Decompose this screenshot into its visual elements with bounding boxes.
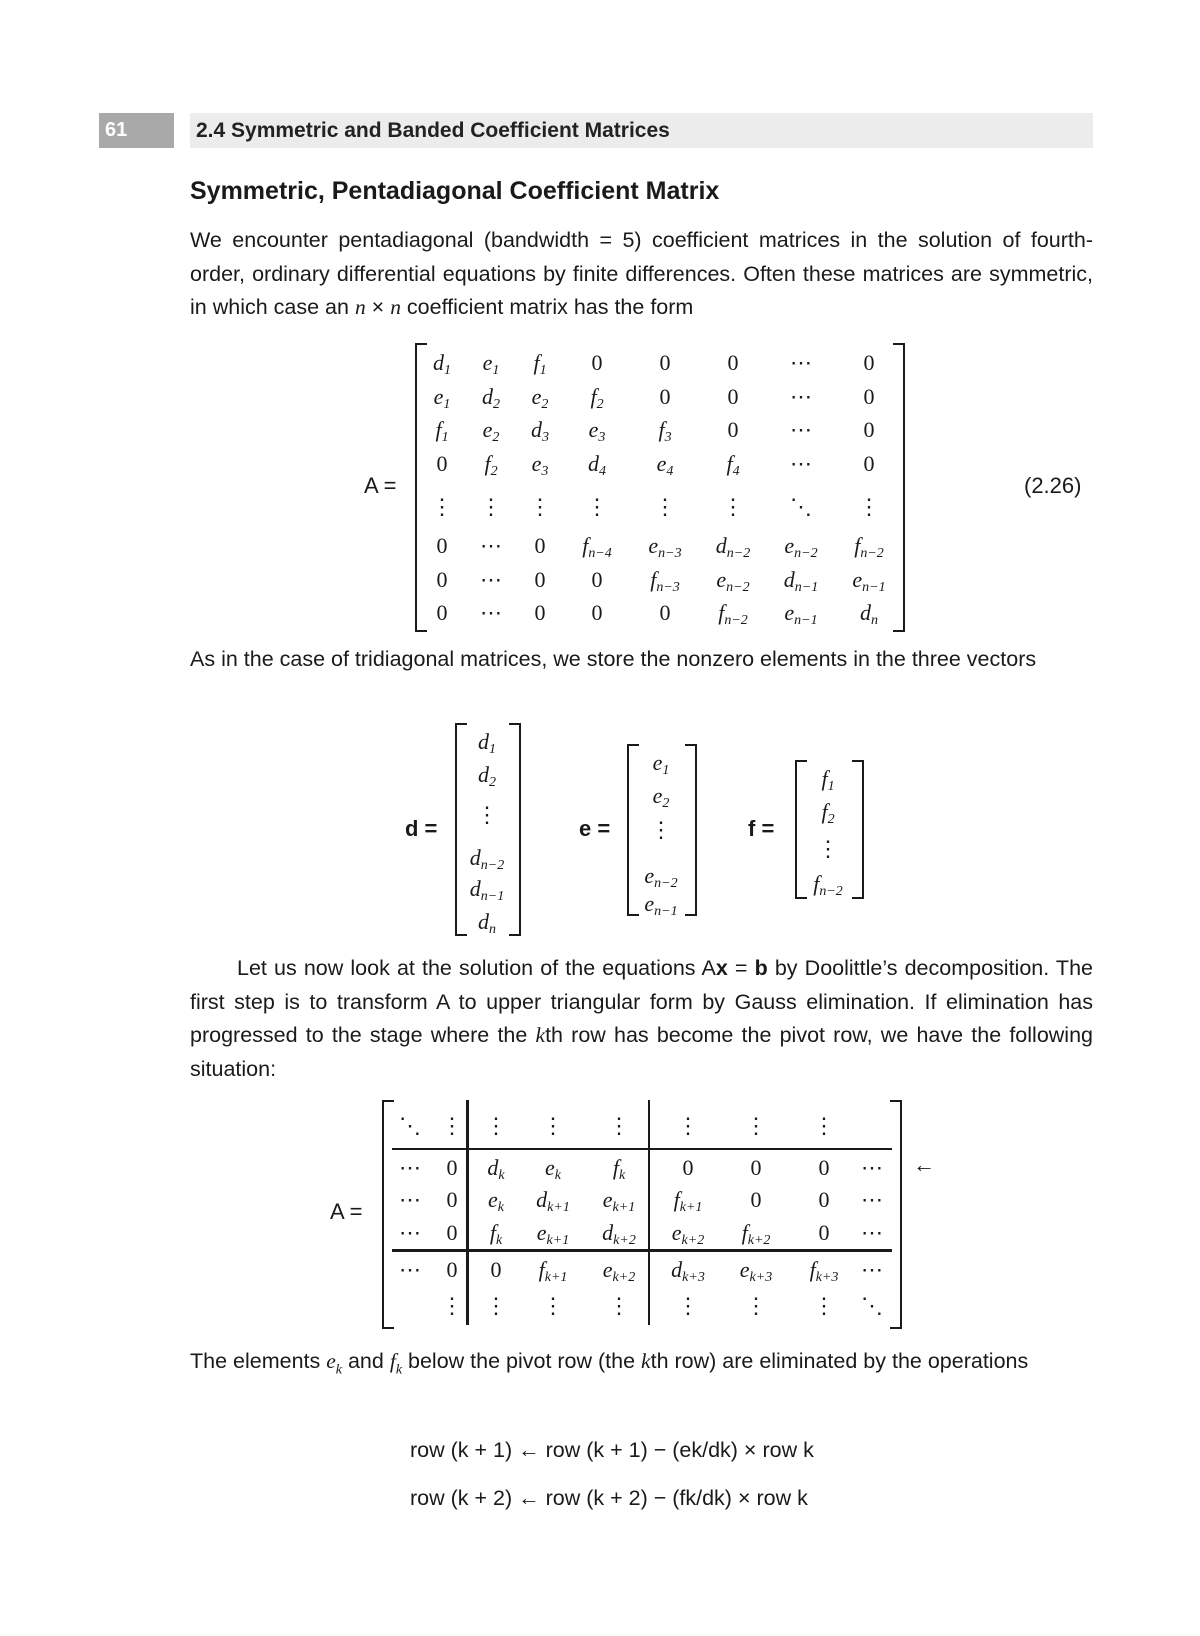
matrix-entry: 0 xyxy=(436,451,448,476)
matrix-entry: ⋯ xyxy=(790,350,812,375)
elim-matrix-entry-subscript: k+3 xyxy=(815,1270,839,1285)
vector-e-left-bracket xyxy=(627,744,639,916)
elim-matrix-entry-subscript: k xyxy=(498,1168,505,1183)
matrix-entry: ⋮ xyxy=(722,494,744,519)
fk-base: f xyxy=(389,1349,396,1373)
para1-times: × xyxy=(365,295,391,319)
matrix-entry: $e_{n-1}$ xyxy=(784,600,818,628)
matrix-entry-subscript: n−2 xyxy=(726,580,750,595)
matrix-a-lhs: A = xyxy=(364,473,397,498)
matrix-entry-subscript: n−2 xyxy=(860,546,884,561)
matrix-entry: 0 xyxy=(534,567,546,592)
elim-matrix-entry: 0 xyxy=(750,1155,762,1180)
para1-n2: n xyxy=(390,295,401,319)
partition-line-right xyxy=(648,1100,650,1325)
vector-f-entry-subscript: n−2 xyxy=(819,884,843,899)
matrix-entry-subscript: n−1 xyxy=(794,613,818,628)
matrix-entry: ⋯ xyxy=(790,384,812,409)
elim-matrix-entry: 0 xyxy=(446,1187,458,1212)
elim-matrix-entry-subscript: k xyxy=(554,1168,561,1183)
partition-line-left xyxy=(466,1100,469,1325)
matrix-entry: ⋮ xyxy=(586,494,608,519)
elim-matrix-entry: ⋱ xyxy=(861,1293,883,1318)
vector-f-entry: $f_{n-2}$ xyxy=(813,871,843,899)
elim-matrix-entry-subscript: k+3 xyxy=(682,1270,705,1285)
matrix-entry: ⋮ xyxy=(858,494,880,519)
elim-matrix-entry-subscript: k xyxy=(495,1233,503,1248)
matrix-entry: $f_1$ xyxy=(533,350,547,378)
matrix-entry: ⋯ xyxy=(480,600,502,625)
elim-matrix-entry: ⋯ xyxy=(861,1220,883,1245)
matrix-entry: $e_3$ xyxy=(531,451,549,479)
elim-matrix-entry: $e_{k+1}$ xyxy=(536,1220,570,1248)
elim-matrix-entry-subscript: k xyxy=(497,1200,504,1215)
matrix-entry-subscript: 2 xyxy=(490,464,498,479)
para3-x: x xyxy=(715,956,728,980)
vector-e-entry: $e_{n-1}$ xyxy=(644,891,678,919)
matrix-entry: 0 xyxy=(591,600,603,625)
matrix-entry: 0 xyxy=(863,417,875,442)
para1-text-a: We encounter pentadiagonal (bandwidth = 5) coefficient matrices in the solution of fourth-order, ordinary differential equations by finite differences. Often these matrices are symmetric, in which case an xyxy=(190,228,1093,319)
para3-text-b: by Doolittle’s decomposition. The first step is to transform A to upper triangular form by Gauss elimination. If elimination has progressed to the stage where the xyxy=(190,956,1093,1047)
matrix-entry: $f_2$ xyxy=(484,451,498,479)
matrix-entry-subscript: 1 xyxy=(443,397,451,412)
elim-matrix-entry: ⋮ xyxy=(542,1113,564,1138)
vector-d-label: d = xyxy=(405,816,438,841)
elim-matrix-entry: ⋮ xyxy=(677,1293,699,1318)
paragraph-intro xyxy=(190,224,1093,325)
matrix-entry: $d_{n-2}$ xyxy=(715,533,751,561)
matrix-entry: $f_{n-2}$ xyxy=(718,600,748,628)
matrix-entry: 0 xyxy=(591,350,603,375)
para3-text-a: Let us now look at the solution of the equations A xyxy=(237,956,716,980)
elim-matrix-entry: ⋮ xyxy=(485,1113,507,1138)
left-bracket xyxy=(415,343,427,632)
elim-matrix-entry: $e_k$ xyxy=(488,1187,504,1215)
elim-matrix-entry-subscript: k xyxy=(618,1168,626,1183)
para4-k: k xyxy=(641,1349,651,1373)
matrix-entry: 0 xyxy=(659,384,671,409)
elim-matrix-entry-subscript: k+1 xyxy=(612,1200,636,1215)
elim-matrix-entry: ⋮ xyxy=(608,1293,630,1318)
elim-matrix-entry: 0 xyxy=(446,1220,458,1245)
matrix-entry: $f_{n-3}$ xyxy=(650,567,680,595)
vector-d-entry-subscript: n xyxy=(489,922,496,937)
elim-matrix-entry-subscript: k+1 xyxy=(544,1270,568,1285)
matrix-entry: $d_4$ xyxy=(588,451,606,479)
matrix-entry-subscript: 4 xyxy=(732,464,740,479)
matrix-entry: $e_{n-1}$ xyxy=(852,567,886,595)
matrix-entry-subscript: n−2 xyxy=(726,546,751,561)
elim-matrix-entry: ⋮ xyxy=(441,1113,463,1138)
elim-matrix-entry: $e_{k+2}$ xyxy=(602,1257,636,1285)
vector-d-left-bracket xyxy=(455,723,467,936)
row-operation-2: row (k + 2) ← row (k + 2) − (fk/dk) × row k xyxy=(410,1486,808,1510)
elim-matrix-entry: ⋯ xyxy=(861,1187,883,1212)
elim-matrix-entry: 0 xyxy=(490,1257,502,1282)
vector-e-entry-subscript: n−2 xyxy=(654,876,678,891)
vector-d-entry-subscript: 1 xyxy=(489,742,496,757)
para3-text-c: th row has become the pivot row, we have the following situation: xyxy=(190,1023,1093,1081)
elim-matrix-entry: $d_{k+2}$ xyxy=(602,1220,636,1248)
vector-f-entry: $f_2$ xyxy=(821,799,835,827)
equation-number: (2.26) xyxy=(1024,473,1082,498)
matrix-entry: $d_1$ xyxy=(433,350,451,378)
ek-sub: k xyxy=(335,1362,342,1378)
elim-matrix-entry: $e_{k+3}$ xyxy=(739,1257,773,1285)
matrix-entry: $e_3$ xyxy=(588,417,606,445)
matrix-entry: $d_3$ xyxy=(531,417,549,445)
paragraph-vectors: As in the case of tridiagonal matrices, we store the nonzero elements in the three vectors xyxy=(190,647,1037,671)
elim-matrix-entry-subscript: k+1 xyxy=(679,1200,703,1215)
elim-matrix-entry: $d_{k+3}$ xyxy=(671,1257,705,1285)
matrix-entry: 0 xyxy=(727,350,739,375)
matrix-entry-subscript: 4 xyxy=(599,464,606,479)
matrix-entry-subscript: n−1 xyxy=(794,580,819,595)
elim-matrix-entry: ⋯ xyxy=(399,1257,421,1282)
elim-matrix-entry: ⋮ xyxy=(608,1113,630,1138)
matrix-entry-subscript: n xyxy=(871,613,878,628)
vector-e-entry-subscript: 2 xyxy=(662,796,670,811)
elim-right-bracket xyxy=(890,1100,902,1329)
elim-matrix-entry: $f_{k+1}$ xyxy=(673,1187,703,1215)
matrix-entry: $e_2$ xyxy=(531,384,549,412)
vector-d-right-bracket xyxy=(509,723,521,936)
matrix-entry: ⋱ xyxy=(790,494,812,519)
vector-f-left-bracket xyxy=(795,760,807,899)
vector-e-entry: ⋮ xyxy=(650,817,672,842)
para3-eq: = xyxy=(727,956,755,980)
vector-d-entry: $d_2$ xyxy=(478,762,496,790)
matrix-entry: 0 xyxy=(436,533,448,558)
elim-matrix-entry-subscript: k+2 xyxy=(613,1233,636,1248)
elim-matrix-entry: $f_k$ xyxy=(612,1155,626,1183)
vector-e-entry: $e_{n-2}$ xyxy=(644,863,678,891)
matrix-entry: $e_1$ xyxy=(433,384,451,412)
vector-e-right-bracket xyxy=(685,744,697,916)
elim-left-bracket xyxy=(382,1100,394,1329)
matrix-entry: ⋮ xyxy=(654,494,676,519)
matrix-entry: 0 xyxy=(659,350,671,375)
matrix-entry: $f_1$ xyxy=(435,417,449,445)
elim-matrix-entry-subscript: k+3 xyxy=(749,1270,773,1285)
matrix-entry-subscript: 2 xyxy=(493,397,500,412)
vector-d-entry-subscript: n−2 xyxy=(480,858,505,873)
matrix-entry: $f_4$ xyxy=(726,451,740,479)
paragraph-elements xyxy=(190,1345,1093,1387)
elim-matrix-entry: $d_{k+1}$ xyxy=(536,1187,570,1215)
elim-matrix-entry: ⋮ xyxy=(485,1293,507,1318)
matrix-entry-subscript: 3 xyxy=(664,430,672,445)
ek-base: e xyxy=(326,1349,336,1373)
elim-matrix-entry: ⋯ xyxy=(861,1257,883,1282)
elim-matrix-entry: $f_{k+1}$ xyxy=(538,1257,568,1285)
elim-matrix-entry: $f_{k+3}$ xyxy=(809,1257,839,1285)
matrix-entry-subscript: 1 xyxy=(492,363,500,378)
matrix-entry: $f_{n-4}$ xyxy=(582,533,612,561)
matrix-entry-subscript: n−1 xyxy=(862,580,886,595)
matrix-entry-subscript: n−2 xyxy=(724,613,748,628)
elim-matrix-entry-subscript: k+1 xyxy=(546,1233,570,1248)
elim-matrix-entry: $d_k$ xyxy=(487,1155,505,1183)
elim-matrix-entry: ⋯ xyxy=(861,1155,883,1180)
elim-matrix-entry: $e_{k+1}$ xyxy=(602,1187,636,1215)
matrix-entry-subscript: 2 xyxy=(596,397,604,412)
elim-matrix-entry: ⋮ xyxy=(813,1293,835,1318)
vector-d-entry: $d_{n-2}$ xyxy=(469,845,505,873)
elim-matrix-entry: $e_{k+2}$ xyxy=(671,1220,705,1248)
vector-d-entry-subscript: 2 xyxy=(489,775,496,790)
matrix-entry-subscript: 4 xyxy=(666,464,674,479)
paragraph-doolittle xyxy=(190,952,1093,1086)
vector-f-entry-subscript: 2 xyxy=(827,812,835,827)
elim-matrix-entry: 0 xyxy=(446,1155,458,1180)
elim-matrix-entry: ⋮ xyxy=(745,1113,767,1138)
elim-matrix-entry: ⋮ xyxy=(542,1293,564,1318)
matrix-entry-subscript: 2 xyxy=(541,397,549,412)
running-header: 2.4 Symmetric and Banded Coefficient Matrices xyxy=(190,113,1093,148)
vector-f-entry-subscript: 1 xyxy=(827,779,835,794)
elim-matrix-entry: $e_k$ xyxy=(545,1155,561,1183)
para4-text-a: The elements xyxy=(190,1349,327,1373)
matrix-entry: $e_4$ xyxy=(656,451,674,479)
elim-matrix-entry-subscript: k+2 xyxy=(747,1233,771,1248)
matrix-entry: ⋯ xyxy=(480,567,502,592)
elim-matrix-entry-subscript: k+1 xyxy=(547,1200,570,1215)
matrix-entry: 0 xyxy=(436,600,448,625)
para4-and: and xyxy=(342,1349,390,1373)
matrix-entry-subscript: 3 xyxy=(598,430,606,445)
matrix-entry: 0 xyxy=(436,567,448,592)
matrix-entry-subscript: 1 xyxy=(539,363,547,378)
matrix-entry: $e_{n-2}$ xyxy=(716,567,750,595)
matrix-entry: 0 xyxy=(863,350,875,375)
matrix-entry: 0 xyxy=(863,384,875,409)
para1-text-b: coefficient matrix has the form xyxy=(400,295,694,319)
matrix-entry-subscript: n−4 xyxy=(588,546,612,561)
matrix-entry: $e_1$ xyxy=(482,350,500,378)
elim-matrix-entry: ⋱ xyxy=(399,1113,421,1138)
vector-f-entry: ⋮ xyxy=(817,836,839,861)
vector-e-entry: $e_2$ xyxy=(652,783,670,811)
matrix-entry-subscript: n−2 xyxy=(794,546,818,561)
vector-d-entry: ⋮ xyxy=(476,802,498,827)
matrix-entry: ⋯ xyxy=(790,417,812,442)
matrix-entry: 0 xyxy=(863,451,875,476)
matrix-entry: 0 xyxy=(727,417,739,442)
elim-matrix-entry: 0 xyxy=(818,1187,830,1212)
elim-matrix-entry: ⋮ xyxy=(745,1293,767,1318)
matrix-entry: $f_3$ xyxy=(658,417,672,445)
matrix-entry: 0 xyxy=(727,384,739,409)
elim-matrix-entry: ⋮ xyxy=(441,1293,463,1318)
row-operation-1: row (k + 1) ← row (k + 1) − (ek/dk) × row k xyxy=(410,1438,814,1462)
elim-matrix-entry: ⋯ xyxy=(399,1155,421,1180)
elim-matrix-entry: 0 xyxy=(818,1220,830,1245)
matrix-entry: 0 xyxy=(534,533,546,558)
para4-text-c: th row) are eliminated by the operations xyxy=(650,1349,1029,1373)
matrix-entry: ⋮ xyxy=(529,494,551,519)
elim-matrix-entry: ⋯ xyxy=(399,1220,421,1245)
matrix-entry-subscript: 3 xyxy=(541,464,549,479)
vector-e-entry-subscript: 1 xyxy=(662,763,670,778)
vector-e-entry: $e_1$ xyxy=(652,750,670,778)
matrix-entry: $e_2$ xyxy=(482,417,500,445)
elim-matrix-entry-subscript: k+2 xyxy=(612,1270,636,1285)
matrix-entry-subscript: 1 xyxy=(441,430,449,445)
matrix-entry-subscript: n−3 xyxy=(656,580,680,595)
vector-d-entry: $d_1$ xyxy=(478,729,496,757)
vector-f-label: f = xyxy=(748,816,775,841)
vector-d-entry: $d_{n-1}$ xyxy=(469,876,505,904)
section-title: Symmetric, Pentadiagonal Coefficient Matrix xyxy=(190,177,720,205)
matrix-entry: ⋮ xyxy=(480,494,502,519)
matrix-entry-subscript: 1 xyxy=(444,363,451,378)
matrix-entry-subscript: 2 xyxy=(492,430,500,445)
matrix-entry-subscript: n−3 xyxy=(658,546,682,561)
vector-e-label: e = xyxy=(579,816,611,841)
vector-d-entry: $d_n$ xyxy=(478,909,496,937)
matrix-entry: $d_2$ xyxy=(482,384,500,412)
matrix-entry: 0 xyxy=(659,600,671,625)
para1-n: n xyxy=(354,295,366,319)
elim-matrix-entry: 0 xyxy=(818,1155,830,1180)
page-number: 61 xyxy=(99,113,174,148)
vector-f-right-bracket xyxy=(852,760,864,899)
matrix-entry: $d_n$ xyxy=(860,600,878,628)
matrix-entry-subscript: 3 xyxy=(542,430,549,445)
matrix-entry: 0 xyxy=(534,600,546,625)
matrix-entry: $f_2$ xyxy=(590,384,604,412)
elim-matrix-entry: ⋯ xyxy=(399,1187,421,1212)
vector-f-entry: $f_1$ xyxy=(821,766,835,794)
matrix-entry: ⋮ xyxy=(431,494,453,519)
matrix-entry: $e_{n-3}$ xyxy=(648,533,682,561)
elim-matrix-entry: ⋮ xyxy=(677,1113,699,1138)
elim-matrix-entry-subscript: k+2 xyxy=(681,1233,705,1248)
elim-matrix-entry: ⋮ xyxy=(813,1113,835,1138)
elim-matrix-entry: 0 xyxy=(750,1187,762,1212)
elim-matrix-lhs: A = xyxy=(330,1199,363,1224)
right-bracket xyxy=(893,343,905,632)
pivot-row-arrow: ← xyxy=(913,1152,935,1177)
para4-text-b: below the pivot row (the xyxy=(402,1349,642,1373)
pivot-block-bottom-line xyxy=(392,1249,892,1252)
para3-k: k xyxy=(535,1023,546,1047)
matrix-entry: $e_{n-2}$ xyxy=(784,533,818,561)
matrix-entry: ⋯ xyxy=(790,451,812,476)
matrix-entry: $d_{n-1}$ xyxy=(783,567,819,595)
fk-sub: k xyxy=(395,1362,403,1378)
elim-matrix-entry: $f_k$ xyxy=(489,1220,503,1248)
matrix-entry: 0 xyxy=(591,567,603,592)
matrix-entry: ⋯ xyxy=(480,533,502,558)
elim-matrix-entry: 0 xyxy=(446,1257,458,1282)
vector-d-entry-subscript: n−1 xyxy=(480,889,505,904)
matrix-entry: $f_{n-2}$ xyxy=(854,533,884,561)
pivot-row-top-line xyxy=(392,1148,892,1150)
vector-e-entry-subscript: n−1 xyxy=(654,904,678,919)
para3-b: b xyxy=(754,956,768,980)
elim-matrix-entry: 0 xyxy=(682,1155,694,1180)
elim-matrix-entry: $f_{k+2}$ xyxy=(741,1220,771,1248)
